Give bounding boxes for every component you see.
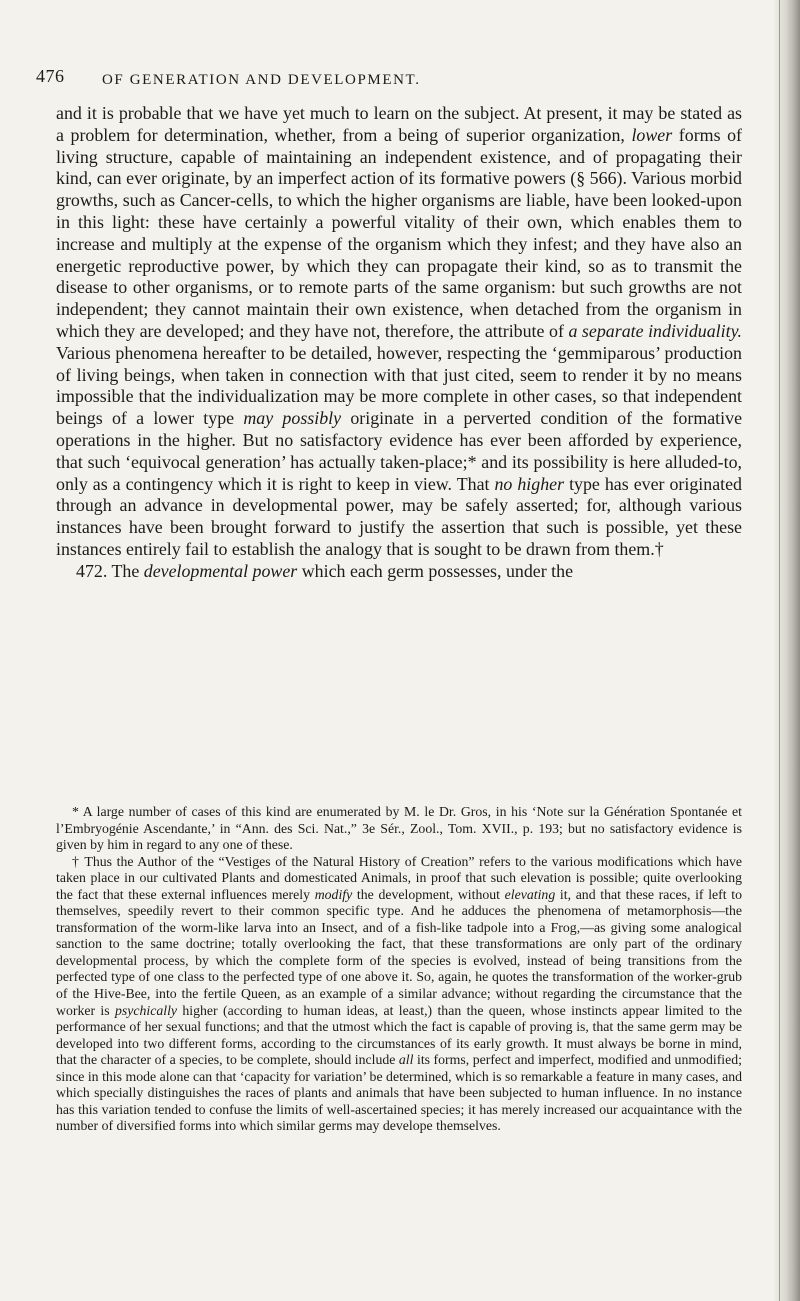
italic-run: all [398,1052,414,1068]
footnotes [56,804,742,1135]
text-run: type has ever originated through an advance in developmental power, may be safely asserted; for, although various instances have been brought forward to justify the assertion that such is possible, yet these instances entirely fail to establish the analogy that is sought to be drawn from them.† [56,473,742,559]
italic-run: psychically [114,1002,178,1018]
text-run: † Thus the Author of the “Vestiges of the Natural History of Creation” refers to the various modifications which have taken place in our cultivated Plants and domesticated Animals, in proof that such elevation is possible; quite overlooking the fact that these external influences merely [56,853,742,902]
running-head: OF GENERATION AND DEVELOPMENT. [102,72,421,88]
italic-run: elevating [504,886,556,902]
page-number: 476 [36,66,65,86]
main-text [56,103,742,583]
text-run: and it is probable that we have yet much to learn on the subject. At present, it may be stated as a problem for determination, whether, from a being of superior organization, [56,103,742,145]
italic-run: developmental power [143,560,298,581]
text-run: which each germ possesses, under the [297,560,574,581]
text-run: forms of living structure, capable of maintaining an independent existence, and of propagating their kind, can ever originate, by an imperfect action of its formative powers (§ 566). Various morbid growths, such as Cancer-cells, to which the higher organisms are liable, have been looked-upon in this light: these have certainly a powerful vitality of their own, which enables them to increase and multiply at the expense of the organism which they infest; and they have also an energetic reproductive power, by which they can propagate their kind, so as to transmit the disease to other organisms, or to remote parts of the same organism: but such growths are not independent; they cannot maintain their own existence, when detached from the organism in which they are developed; and they have not, therefore, the attribute of [56,124,742,341]
italic-run: may possibly [243,408,342,429]
text-run: 472. The [76,560,144,581]
page-edge-line [779,0,780,1301]
text-run: its forms, perfect and imperfect, modified and unmodified; since in this mode alone can that ‘capacity for variation’ be determined, which is so remarkable a feature in many cases, and which specially distinguishes the races of plants and animals that have been subjected to human influence. In no instance has this variation tended to confuse the limits of well-ascertained species; it has merely increased our acquaintance with the number of diversified forms into which similar germs may develope themselves. [56,1052,742,1134]
page-edge-shadow [774,0,800,1301]
text-run: originate in a perverted condition of the formative operations in the higher. But no satisfactory evidence has ever been afforded by experience, that such ‘equivocal generation’ has actually taken-place;* and its possibility is here alluded-to, only as a contingency which it is right to keep in view. That [56,408,743,494]
paragraph-1 [56,103,742,561]
italic-run: no higher [494,473,565,494]
text-run: higher (according to human ideas, at least,) than the queen, whose instincts appear limited to the performance of her sexual functions; and that the utmost which the fact is capable of proving is, that the same germ may be developed into two different forms, according to the circumstances of its early growth. It must always be borne in mind, that the character of a species, to be complete, should include [56,1002,742,1068]
page-header [36,66,736,92]
footnote-2 [56,854,742,1135]
paragraph-472 [56,561,742,583]
italic-run: modify [314,886,353,902]
italic-run: a separate individuality. [568,320,743,341]
footnote-1: * A large number of cases of this kind are enumerated by M. le Dr. Gros, in his ‘Note sur la Génération Spontanée et l’Embryogénie Ascendante,’ in “Ann. des Sci. Nat.,” 3e Sér., Zool., Tom. XVII., p. 193; but no satisfactory evidence is given by him in regard to any one of these. [56,804,742,853]
text-run: it, and that these races, if left to themselves, speedily revert to their common specific type. And he adduces the phenomena of metamorphosis—the transformation of the worm-like larva into an Insect, and of a fish-like tadpole into a Frog,—as giving some analogical sanction to the same doctrine; totally overlooking the fact, that these transformations are only part of the ordinary developmental process, by which the complete form of the species is evolved, instead of being transitions from the perfected type of one class to the perfected type of one above it. So, again, he quotes the transformation of the worker-grub of the Hive-Bee, into the fertile Queen, as an example of a similar advance; without regarding the circumstance that the worker is [56,886,742,1018]
italic-run: lower [631,124,673,145]
text-run: the development, without [352,886,505,902]
text-run: Various phenomena hereafter to be detailed, however, respecting the ‘gemmiparous’ production of living beings, when taken in connection with that just cited, seem to render it by no means impossible that the individualization may be more complete in other cases, so that independent beings of a lower type [56,342,742,429]
